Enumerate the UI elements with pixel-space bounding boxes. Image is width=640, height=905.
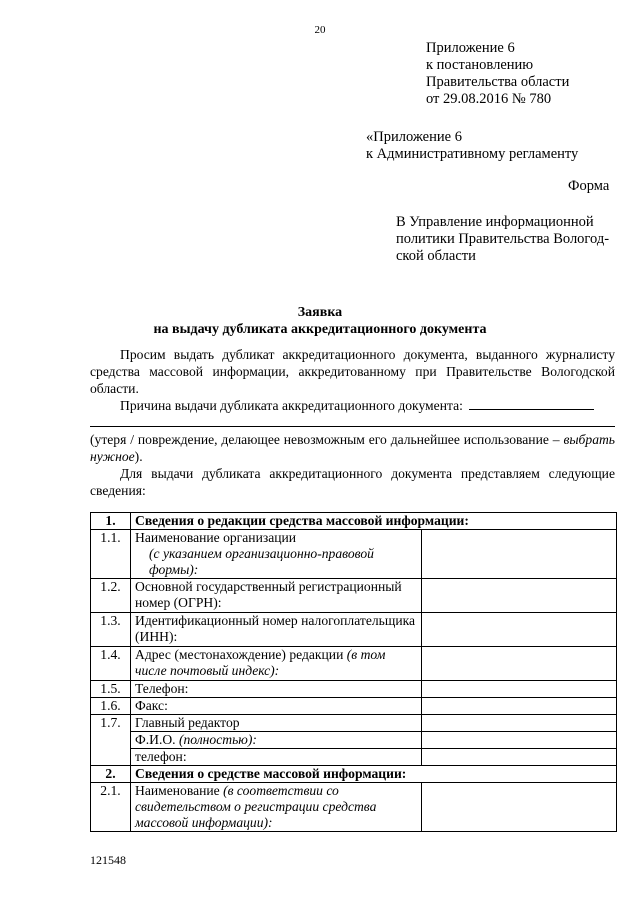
row-label: [131, 530, 422, 579]
reason-hint-start: (утеря / повреждение, делающее невозможным его дальнейшее использование –: [90, 432, 564, 447]
table-row: [91, 530, 617, 579]
regulation-appendix: [366, 129, 578, 163]
reason-line: [120, 397, 620, 414]
row-value[interactable]: [422, 749, 617, 766]
table-row: [91, 732, 617, 749]
row-number: 1.3.: [91, 613, 131, 647]
row-value[interactable]: [422, 613, 617, 647]
regulation-line: «Приложение 6: [366, 129, 462, 145]
table-row: [91, 698, 617, 715]
row-label: [131, 732, 422, 749]
section-number: 1.: [91, 513, 131, 530]
table-row: [91, 749, 617, 766]
row-value[interactable]: [422, 732, 617, 749]
row-number: 1.7.: [91, 715, 131, 766]
section-number: 2.: [91, 766, 131, 783]
row-number: 2.1.: [91, 783, 131, 832]
reason-blank: [469, 397, 594, 410]
addressee-line: В Управление информационной: [396, 214, 594, 230]
row-label: Телефон:: [131, 681, 422, 698]
reason-label: Причина выдачи дубликата аккредитационного документа:: [120, 398, 463, 413]
page-number: 20: [314, 24, 326, 36]
table-section-row: [91, 766, 617, 783]
row-number: 1.5.: [91, 681, 131, 698]
row-value[interactable]: [422, 681, 617, 698]
appendix-line: Приложение 6: [426, 40, 515, 56]
reason-underline: [90, 426, 615, 427]
appendix-line: Правительства области: [426, 74, 570, 90]
intro-paragraph: Просим выдать дубликат аккредитационного документа, выданного журналисту средства массовой информации, аккредитованному при Правительстве Вологодской области.: [90, 347, 615, 396]
row-label: Идентификационный номер налогоплательщика (ИНН):: [131, 613, 422, 647]
row-label: Главный редактор: [131, 715, 422, 732]
table-row: [91, 783, 617, 832]
row-value[interactable]: [422, 530, 617, 579]
row-label-text: Наименование: [135, 783, 224, 798]
reason-hint-end: ).: [134, 449, 143, 464]
document-title: Заявка: [297, 305, 343, 320]
table-row: [91, 613, 617, 647]
row-label: [131, 783, 422, 832]
document-subtitle: на выдачу дубликата аккредитационного документа: [153, 322, 487, 337]
addressee-line: политики Правительства Вологод-: [396, 231, 610, 247]
appendix-line: от 29.08.2016 № 780: [426, 91, 552, 107]
section-title: Сведения о редакции средства массовой информации:: [131, 513, 617, 530]
row-label-hint: (в соответствии со свидетельством о регистрации средства массовой информации):: [135, 783, 377, 830]
row-label-hint: (полностью):: [178, 732, 257, 747]
appendix-header: [426, 40, 569, 108]
row-label: телефон:: [131, 749, 422, 766]
row-number: 1.4.: [91, 647, 131, 681]
row-number: 1.1.: [91, 530, 131, 579]
table-row: [91, 715, 617, 732]
row-label: Факс:: [131, 698, 422, 715]
info-table: [90, 512, 617, 832]
section-title: Сведения о средстве массовой информации:: [131, 766, 617, 783]
addressee: [396, 214, 609, 265]
row-value[interactable]: [422, 698, 617, 715]
reason-hint-italic: выбрать нужное: [90, 432, 615, 464]
table-row: [91, 579, 617, 613]
table-row: [91, 647, 617, 681]
regulation-line: к Административному регламенту: [366, 146, 579, 162]
row-label-text: Адрес (местонахождение) редакции: [135, 647, 347, 662]
row-label-hint: (с указанием организационно-правовой формы):: [149, 546, 374, 577]
row-label-hint: (в том числе почтовый индекс):: [135, 647, 386, 678]
appendix-line: к постановлению: [426, 57, 534, 73]
row-label-text: Ф.И.О.: [135, 732, 179, 747]
row-label: Основной государственный регистрационный номер (ОГРН):: [131, 579, 422, 613]
reason-hint: [90, 431, 615, 465]
row-value[interactable]: [422, 783, 617, 832]
row-label-text: Наименование организации: [135, 530, 297, 545]
row-value[interactable]: [422, 579, 617, 613]
row-number: 1.2.: [91, 579, 131, 613]
row-value[interactable]: [422, 715, 617, 732]
row-label: [131, 647, 422, 681]
form-label: Форма: [568, 178, 610, 194]
docs-intro: Для выдачи дубликата аккредитационного документа представляем следующие сведения:: [90, 466, 615, 498]
row-value[interactable]: [422, 647, 617, 681]
addressee-line: ской области: [396, 248, 476, 264]
table-section-row: [91, 513, 617, 530]
row-number: 1.6.: [91, 698, 131, 715]
footer-code: 121548: [90, 853, 126, 867]
table-row: [91, 681, 617, 698]
